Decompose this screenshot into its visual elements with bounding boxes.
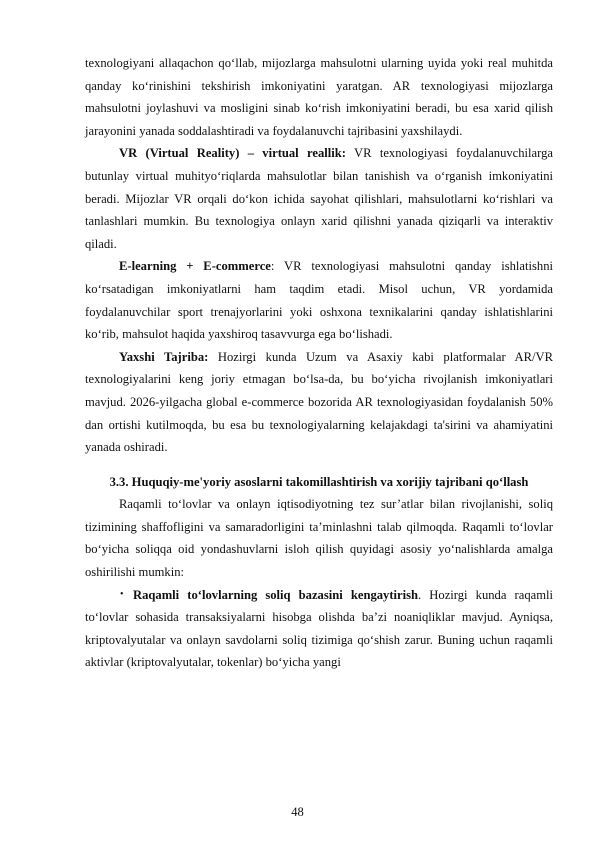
paragraph-elearning-text: : VR texnologiyasi mahsulotni qanday ishlatishni ko‘rsatadigan imkoniyatlarni ham taqdim etadi. Misol uchun, VR yordamida foydalanuvchilar sport trenajyorlarini yoki oshxona texnikalarini qanday ishlatishlarini ko‘rib, mahsulot haqida yaxshiroq tasavvurga ega bo‘lishadi. — [85, 259, 553, 342]
section-heading: 3.3. Huquqiy-me'yoriy asoslarni takomillashtirish va xorijiy tajribani qo‘llash — [109, 474, 529, 489]
paragraph-elearning — [85, 255, 553, 345]
paragraph-digital-payments: Raqamli to‘lovlar va onlayn iqtisodiyotning tez sur’atlar bilan rivojlanishi, soliq tizimining shaffofligini va samaradorligini ta’minlashni talab qilmoqda. Raqamli to‘lovlar bo‘yicha soliqqa oid yondashuvlarni isloh qilish quyidagi asosiy yo‘nalishlarda amalga oshirilishi mumkin: — [85, 497, 553, 580]
paragraph-vr — [85, 142, 553, 255]
paragraph-good-experience-text: Hozirgi kunda Uzum va Asaxiy kabi platformalar AR/VR texnologiyalarini keng joriy etmagan bo‘lsa-da, bu bo‘yicha rivojlanish imkoniyatlari mavjud. 2026-yilgacha global e-commerce bozorida AR texnologiyasidan foydalanish 50% dan ortishi kutilmoqda, bu esa bu texnologiyalarning kelajakdagi ta'sirini va ahamiyatini yanada oshiradi. — [85, 349, 553, 455]
term-good-experience: Yaxshi Tajriba: — [119, 349, 209, 364]
page-number: 48 — [291, 805, 304, 819]
document-body — [85, 52, 553, 674]
paragraph-vr-text: VR texnologiyasi foydalanuvchilarga butunlay virtual muhityo‘riqlarda mahsulotlar bilan tanishish va o‘rganish imkoniyatini beradi. Mijozlar VR orqali do‘kon ichida sayohat qilishlari, mahsulotlarni ko‘rishlari va tanlashlari mumkin. Bu texnologiya onlayn xarid qilishni yanada qiziqarli va interaktiv qiladi. — [85, 146, 553, 251]
paragraph-good-experience — [85, 346, 553, 459]
list-item-text: . Hozirgi kunda raqamli to‘lovlar sohasida transaksiyalarni hisobga olishda ba’zi noaniqliklar mavjud. Ayniqsa, kriptovalyutalar va onlayn savdolarni soliq tizimiga qo‘shish zarur. Buning uchun raqamli aktivlar (kriptovalyutalar, tokenlar) bo‘yicha yangi — [85, 587, 553, 670]
term-vr: VR (Virtual Reality) – virtual reallik: — [119, 146, 346, 161]
bullet-list — [85, 584, 553, 674]
bullet-icon: • — [120, 588, 124, 600]
paragraph-ar-intro: texnologiyani allaqachon qo‘llab, mijozlarga mahsulotni ularning uyida yoki real muhitda qanday ko‘rinishini tekshirish imkoniyatini yaratgan. AR texnologiyasi mijozlarga mahsulotni joylashuvi va mosligini sinab ko‘rish imkoniyatini beradi, bu esa xarid qilish jarayonini yanada soddalashtiradi va foydalanuvchi tajribasini yaxshilaydi. — [85, 56, 553, 138]
term-tax-base: Raqamli to‘lovlarning soliq bazasini kengaytirish — [133, 587, 419, 602]
section-gap — [85, 459, 553, 471]
list-item — [85, 584, 553, 674]
term-elearning: E-learning + E-commerce — [119, 259, 271, 274]
